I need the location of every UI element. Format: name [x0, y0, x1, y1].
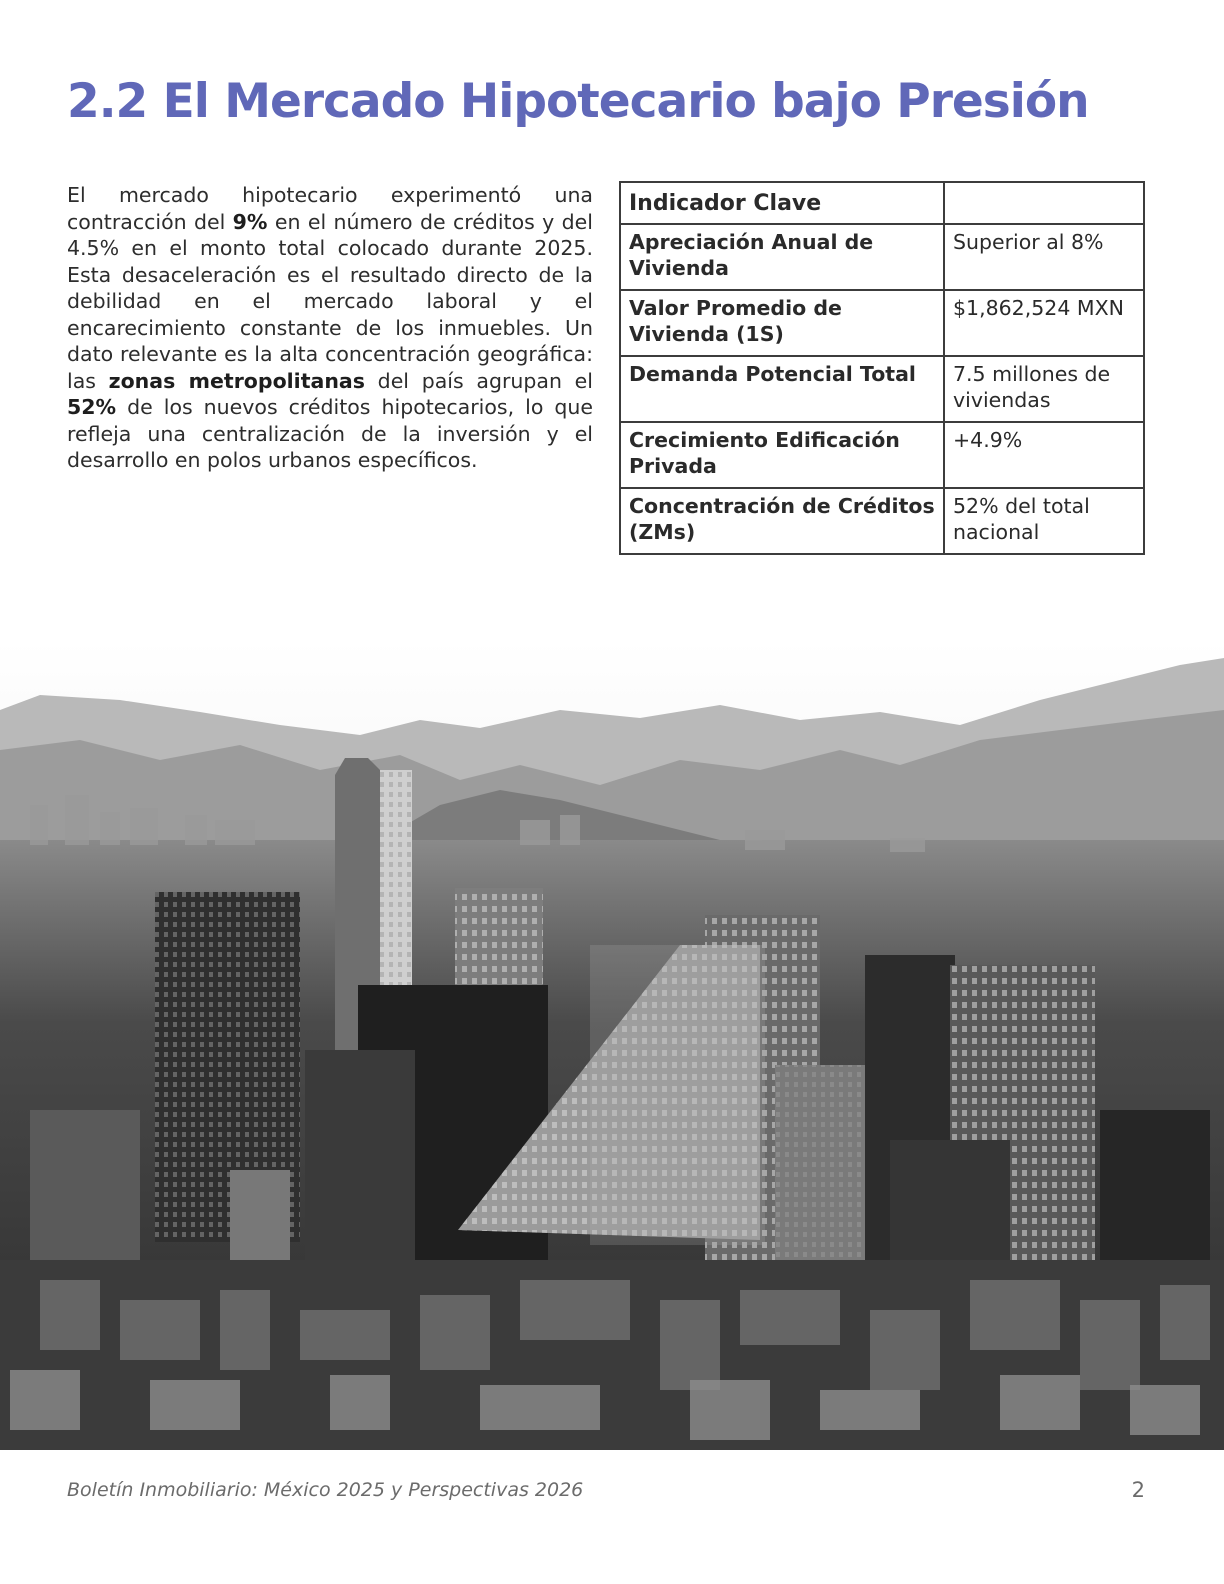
table-cell-label: Valor Promedio de Vivienda (1S): [620, 290, 944, 356]
page-number: 2: [1131, 1478, 1145, 1502]
table-header-indicator: Indicador Clave: [620, 182, 944, 224]
intro-bold-3: 52%: [67, 395, 117, 419]
table-row: [620, 290, 1144, 356]
table-cell-label: Apreciación Anual de Vivienda: [620, 224, 944, 290]
table-cell-value: $1,862,524 MXN: [944, 290, 1144, 356]
table-header-value: [944, 182, 1144, 224]
table-cell-value: 7.5 millones de viviendas: [944, 356, 1144, 422]
table-row: [620, 356, 1144, 422]
table-row: [620, 422, 1144, 488]
key-indicators-table: [619, 181, 1145, 555]
intro-bold-1: 9%: [232, 209, 268, 234]
table-cell-label: Concentración de Créditos (ZMs): [620, 488, 944, 554]
table-row: [620, 224, 1144, 290]
table-cell-value: +4.9%: [944, 422, 1144, 488]
footer-text: Boletín Inmobiliario: México 2025 y Perspectivas 2026: [67, 1479, 584, 1501]
intro-text-1: El mercado hipotecario experimentó una contracción del: [67, 183, 593, 234]
table-cell-label: Crecimiento Edificación Privada: [620, 422, 944, 488]
intro-text-2: en el número de créditos y del 4.5% en el monto total colocado durante 2025. Esta desaceleración es el resultado directo de la debilidad en el mercado laboral y el encarecimiento constante de los inmuebles. Un dato relevante es la alta concentración geográfica: las: [67, 209, 593, 393]
intro-text-3: del país agrupan el: [364, 368, 593, 393]
city-skyline-photo: [0, 640, 1224, 1450]
intro-paragraph: [67, 182, 593, 474]
intro-bold-2: zonas metropolitanas: [108, 368, 365, 393]
intro-text-4: de los nuevos créditos hipotecarios, lo que refleja una centralización de la inversión y el desarrollo en polos urbanos específicos.: [67, 395, 593, 472]
table-cell-label: Demanda Potencial Total: [620, 356, 944, 422]
table-cell-value: Superior al 8%: [944, 224, 1144, 290]
page-title: 2.2 El Mercado Hipotecario bajo Presión: [67, 74, 1089, 129]
table-header-row: [620, 182, 1144, 224]
table-row: [620, 488, 1144, 554]
table-cell-value: 52% del total nacional: [944, 488, 1144, 554]
